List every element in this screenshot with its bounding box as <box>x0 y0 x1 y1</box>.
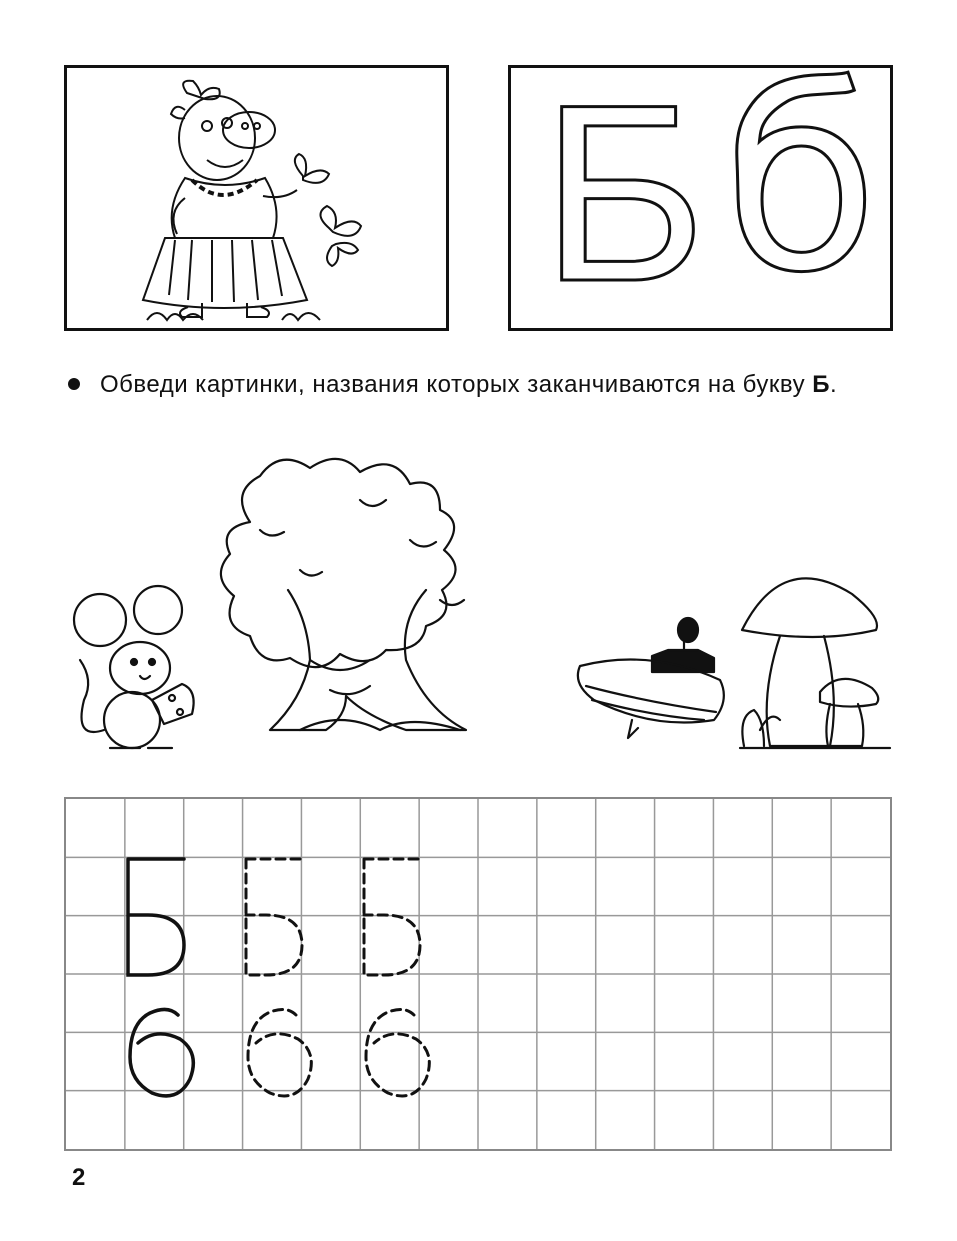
mushrooms-icon[interactable] <box>740 578 890 748</box>
model-letter-upper <box>128 859 184 975</box>
letter-frame <box>508 35 893 334</box>
hippo-picture-frame <box>64 65 449 331</box>
trace-letter-upper[interactable] <box>364 859 420 975</box>
practice-grid <box>64 797 892 1151</box>
instruction-letter: Б <box>812 371 831 398</box>
spinning-top-icon[interactable] <box>578 618 724 738</box>
big-letter-lower: б <box>723 35 879 328</box>
bullet-icon <box>68 378 80 390</box>
illustrations-row <box>60 430 900 760</box>
instruction-punct: . <box>830 371 838 398</box>
oak-tree-icon[interactable] <box>221 459 466 730</box>
instruction-body: Обведи картинки, названия которых заканчиваются на букву <box>100 371 813 398</box>
instruction-text <box>68 368 860 402</box>
grid-lines <box>66 799 890 1149</box>
big-letter-upper: Б <box>541 53 707 334</box>
instruction <box>68 368 860 402</box>
page-number: 2 <box>72 1164 86 1191</box>
trace-letter-upper[interactable] <box>246 859 302 975</box>
mouse-with-cheese-icon[interactable] <box>74 586 194 748</box>
hippo-illustration <box>67 68 446 328</box>
